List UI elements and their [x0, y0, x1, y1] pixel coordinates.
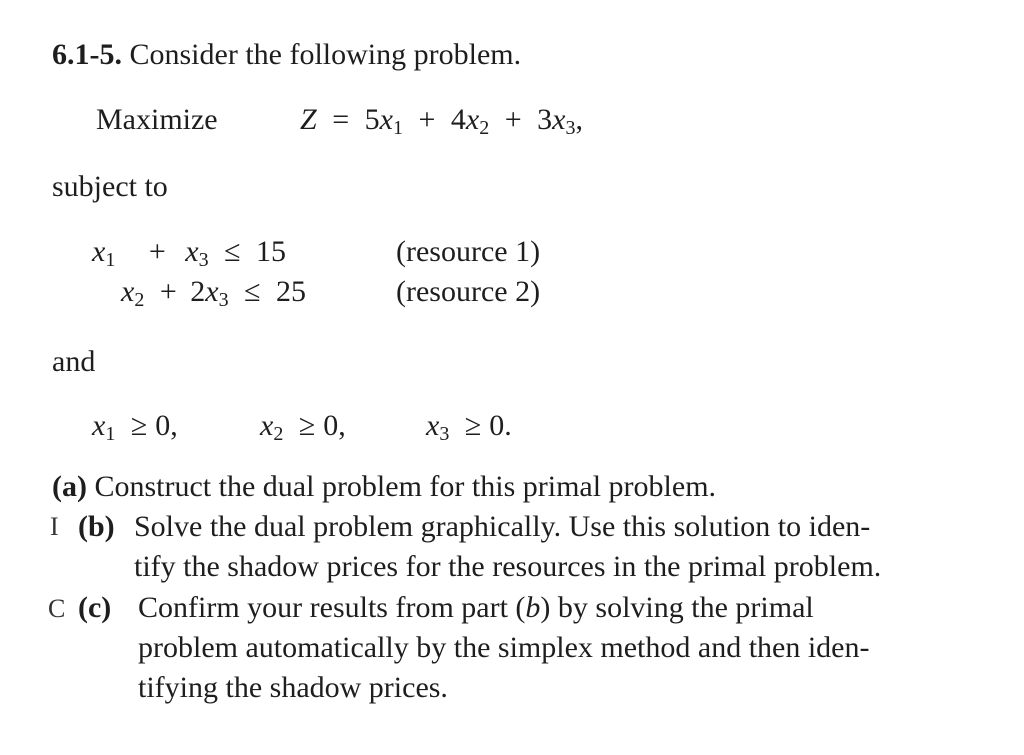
constraint-1-note: (resource 1) [396, 235, 541, 268]
nonneg-3: $x_3 \ge 0$. [426, 409, 512, 445]
part-b-line-2: tify the shadow prices for the resources in the primal problem. [134, 550, 882, 583]
part-c-line-2: problem automatically by the simplex method and then iden- [138, 631, 870, 664]
part-b-line-1: Solve the dual problem graphically. Use this solution to iden- [134, 510, 871, 543]
part-b-label: (b) [78, 510, 115, 543]
nonneg-1: $x_1 \ge 0$, [92, 409, 178, 445]
part-b-marker: I [50, 512, 59, 541]
part-a-label: (a) [52, 470, 87, 503]
nonneg-2: $x_2 \ge 0$, [260, 409, 346, 445]
objective-function: $Z = 5x_1 + 4x_2 + 3x_3$, [300, 103, 583, 139]
constraint-2: $x_2 + 2x_3 \le 25$ [121, 275, 307, 311]
term-1: $5x_1$ [364, 103, 403, 139]
part-a [52, 472, 716, 502]
constraint-2-note: (resource 2) [396, 275, 541, 308]
problem-heading [52, 40, 521, 70]
constraint-1: $x_1 + x_3 \le 15$ [92, 235, 287, 271]
part-a-text: Construct the dual problem for this primal problem. [94, 470, 717, 503]
objective-lhs: Z [300, 103, 317, 136]
subject-to-label: subject to [52, 170, 168, 203]
objective-keyword: Maximize [96, 103, 218, 136]
problem-intro: Consider the following problem. [129, 38, 522, 71]
part-c-line-1: Confirm your results from part (b) by solving the primal [138, 591, 814, 624]
and-label: and [52, 345, 96, 378]
part-c-label: (c) [78, 591, 112, 624]
part-c-marker: C [48, 594, 66, 623]
term-2: $4x_2$ [450, 103, 490, 139]
problem-number: 6.1-5. [52, 38, 122, 71]
term-3: $3x_3$ [537, 103, 576, 139]
equals-sign: = [332, 103, 350, 136]
part-c-line-3: tifying the shadow prices. [138, 671, 448, 704]
